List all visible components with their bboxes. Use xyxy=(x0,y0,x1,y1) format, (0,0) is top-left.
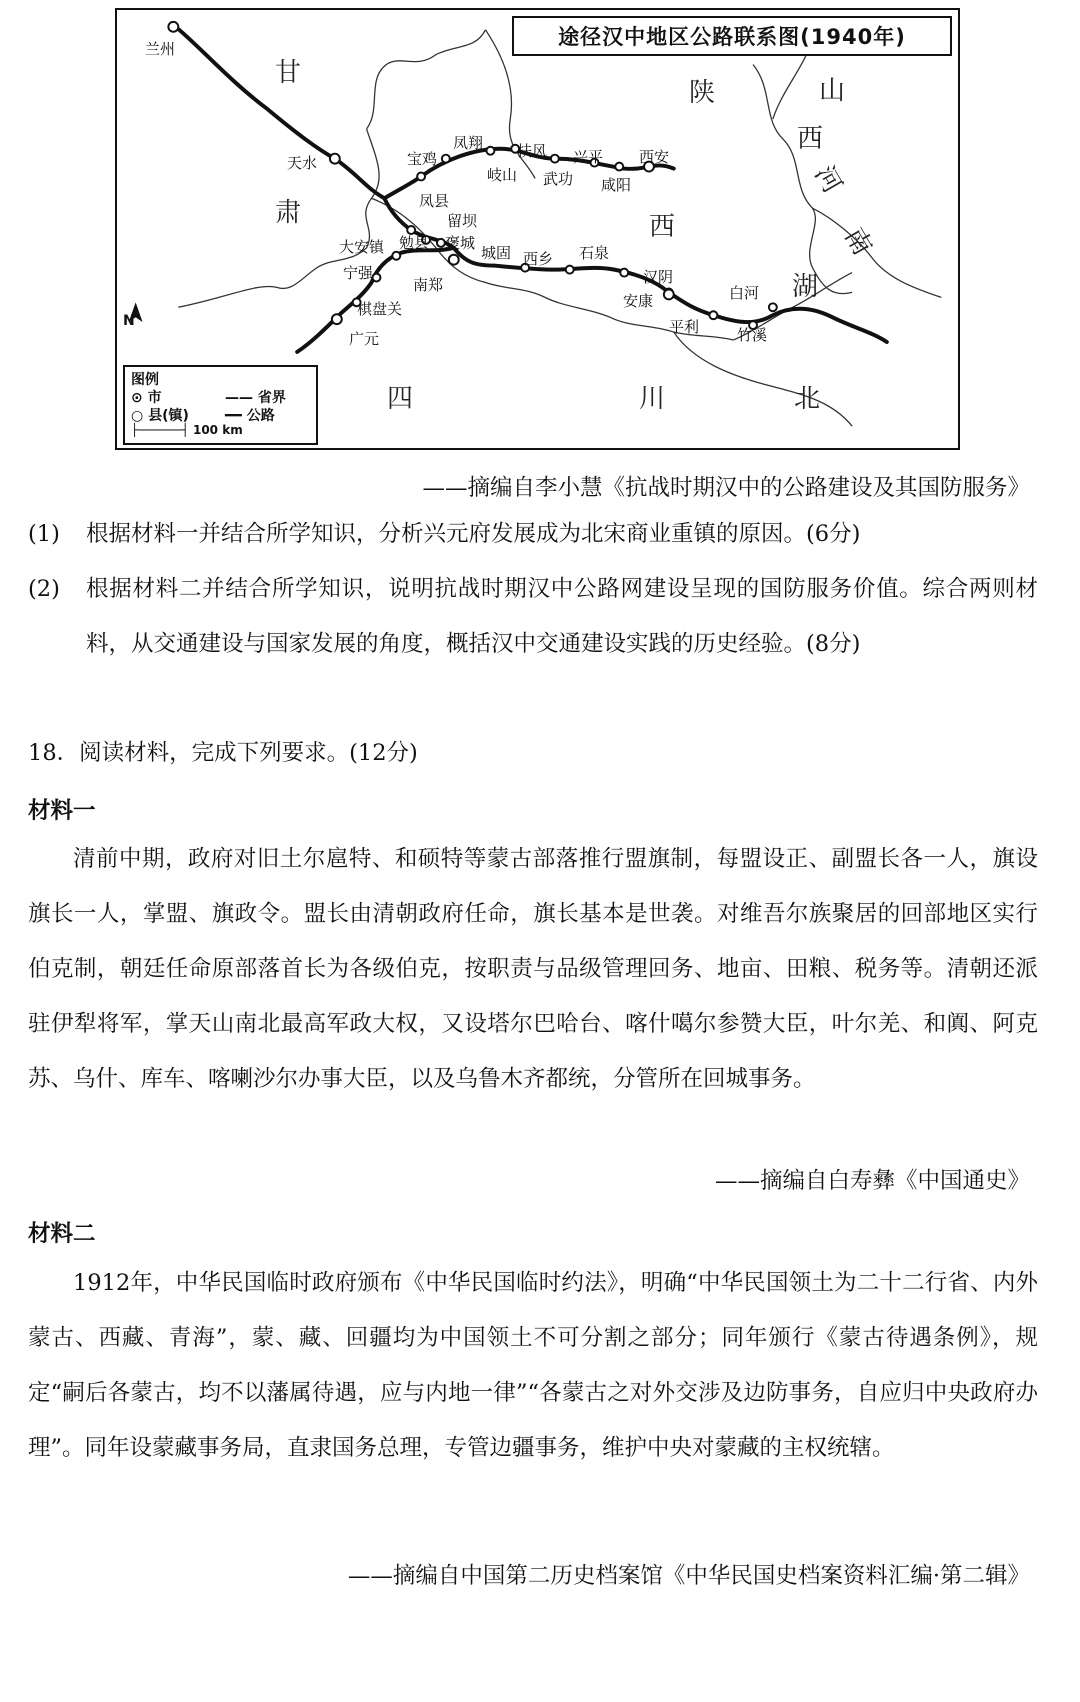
legend-county-label: 县(镇) xyxy=(148,408,189,424)
place-lanzhou: 兰州 xyxy=(145,40,176,58)
place-xixiang: 西乡 xyxy=(523,250,554,268)
legend-border: —— 省界 xyxy=(225,390,286,406)
province-gansu-2: 肃 xyxy=(275,198,302,228)
place-hanyin: 汉阴 xyxy=(643,268,674,286)
place-xian: 西安 xyxy=(639,148,670,166)
place-wugong: 武功 xyxy=(543,170,574,188)
material-1-text: 清前中期，政府对旧土尔扈特、和硕特等蒙古部落推行盟旗制，每盟设正、副盟长各一人，旗设旗长一人，掌盟、旗政令。盟长由清朝政府任命，旗长基本是世袭。对维吾尔族聚居的回部地区实行伯克制，朝廷任命原部落首长为各级伯克，按职责与品级管理回务、地亩、田粮、税务等。清朝还派驻伊犁将军，掌天山南北最高军政大权，又设塔尔巴哈台、喀什噶尔参赞大臣，叶尔羌、和阗、阿克苏、乌什、库车、喀喇沙尔办事大臣，以及乌鲁木齐都统，分管所在回城事务。 xyxy=(28,846,1038,1092)
place-chenggu: 城固 xyxy=(481,244,512,262)
province-henan-2: 南 xyxy=(838,222,878,261)
legend-county: ○ 县(镇) xyxy=(131,408,189,424)
material-2-text: 1912年，中华民国临时政府颁布《中华民国临时约法》，明确“中华民国领土为二十二行省、内外蒙古、西藏、青海”，蒙、藏、回疆均为中国领土不可分割之部分；同年颁行《蒙古待遇条例》，规定“嗣后各蒙古，均不以藩属待遇，应与内地一律”“各蒙古之对外交涉及边防事务，自应归中央政府办理”。同年设蒙藏事务局，直隶国务总理，专管边疆事务，维护中央对蒙藏的主权统辖。 xyxy=(28,1270,1038,1461)
province-shanxi-2: 西 xyxy=(797,124,824,154)
province-shanxi-1: 山 xyxy=(819,76,846,106)
north-label: N xyxy=(123,313,135,329)
province-henan-1: 河 xyxy=(808,160,848,199)
legend-border-label: 省界 xyxy=(257,390,286,406)
place-pingli: 平利 xyxy=(669,318,700,336)
question-1-text: 根据材料一并结合所学知识，分析兴元府发展成为北宋商业重镇的原因。(6分) xyxy=(86,521,861,547)
place-fufeng: 扶风 xyxy=(517,142,548,160)
map-legend xyxy=(123,365,318,445)
map-title-text: 途径汉中地区公路联系图(1940年) xyxy=(558,25,906,49)
province-shaanxi-2: 西 xyxy=(649,212,676,242)
material-1-title: 材料一 xyxy=(28,798,96,824)
province-gansu-1: 甘 xyxy=(275,58,302,88)
legend-road-label: 公路 xyxy=(246,408,275,424)
place-ankang: 安康 xyxy=(623,292,654,310)
place-baoji: 宝鸡 xyxy=(407,150,438,168)
map-source: ——摘编自李小慧《抗战时期汉中的公路建设及其国防服务》 xyxy=(422,475,1030,501)
material-2-title: 材料二 xyxy=(28,1221,96,1247)
question-1-number: (1) xyxy=(28,521,60,547)
legend-title: 图例 xyxy=(131,372,159,388)
legend-city: ⊙ 市 xyxy=(131,390,162,406)
province-sichuan-1: 四 xyxy=(387,384,414,414)
place-baihe: 白河 xyxy=(729,284,760,302)
place-zhuxi: 竹溪 xyxy=(737,326,768,344)
place-fengxiang: 凤翔 xyxy=(453,134,484,152)
place-guangyuan: 广元 xyxy=(349,330,380,348)
question-1 xyxy=(28,507,1038,562)
place-mianxian: 勉县 xyxy=(399,234,430,252)
province-hubei-1: 湖 xyxy=(792,272,819,302)
place-qishan: 岐山 xyxy=(487,166,518,184)
province-sichuan-2: 川 xyxy=(639,384,666,414)
place-daanzhen: 大安镇 xyxy=(339,238,385,256)
legend-scale-label: 100 km xyxy=(192,423,243,437)
question-18-header: 18．阅读材料，完成下列要求。(12分) xyxy=(28,740,418,766)
place-baocheng: 褒城 xyxy=(445,234,476,252)
place-ningqiang: 宁强 xyxy=(343,264,374,282)
map-title xyxy=(512,16,952,56)
place-tianshui: 天水 xyxy=(287,154,318,172)
province-hubei-2: 北 xyxy=(794,384,821,414)
highway-map xyxy=(115,8,960,450)
place-xianyang: 咸阳 xyxy=(601,176,632,194)
question-2-number: (2) xyxy=(28,576,60,602)
place-xingping: 兴平 xyxy=(573,148,604,166)
place-shiquan: 石泉 xyxy=(579,244,610,262)
question-2-text: 根据材料二并结合所学知识，说明抗战时期汉中公路网建设呈现的国防服务价值。综合两则材料，从交通建设与国家发展的角度，概括汉中交通建设实践的历史经验。(8分) xyxy=(86,576,1038,657)
legend-city-label: 市 xyxy=(147,390,162,406)
place-fengxian: 凤县 xyxy=(419,192,450,210)
province-shaanxi-1: 陕 xyxy=(689,78,716,108)
legend-scale: ├──────┤ 100 km xyxy=(131,423,243,437)
place-liuba: 留坝 xyxy=(447,212,478,230)
place-qipanguan: 棋盘关 xyxy=(357,300,403,318)
place-nanzheng: 南郑 xyxy=(413,276,444,294)
material-1-source: ——摘编自白寿彝《中国通史》 xyxy=(714,1168,1030,1194)
material-2-source: ——摘编自中国第二历史档案馆《中华民国史档案资料汇编·第二辑》 xyxy=(347,1563,1030,1589)
legend-road: ━━ 公路 xyxy=(225,408,275,424)
place-markers xyxy=(168,22,776,329)
